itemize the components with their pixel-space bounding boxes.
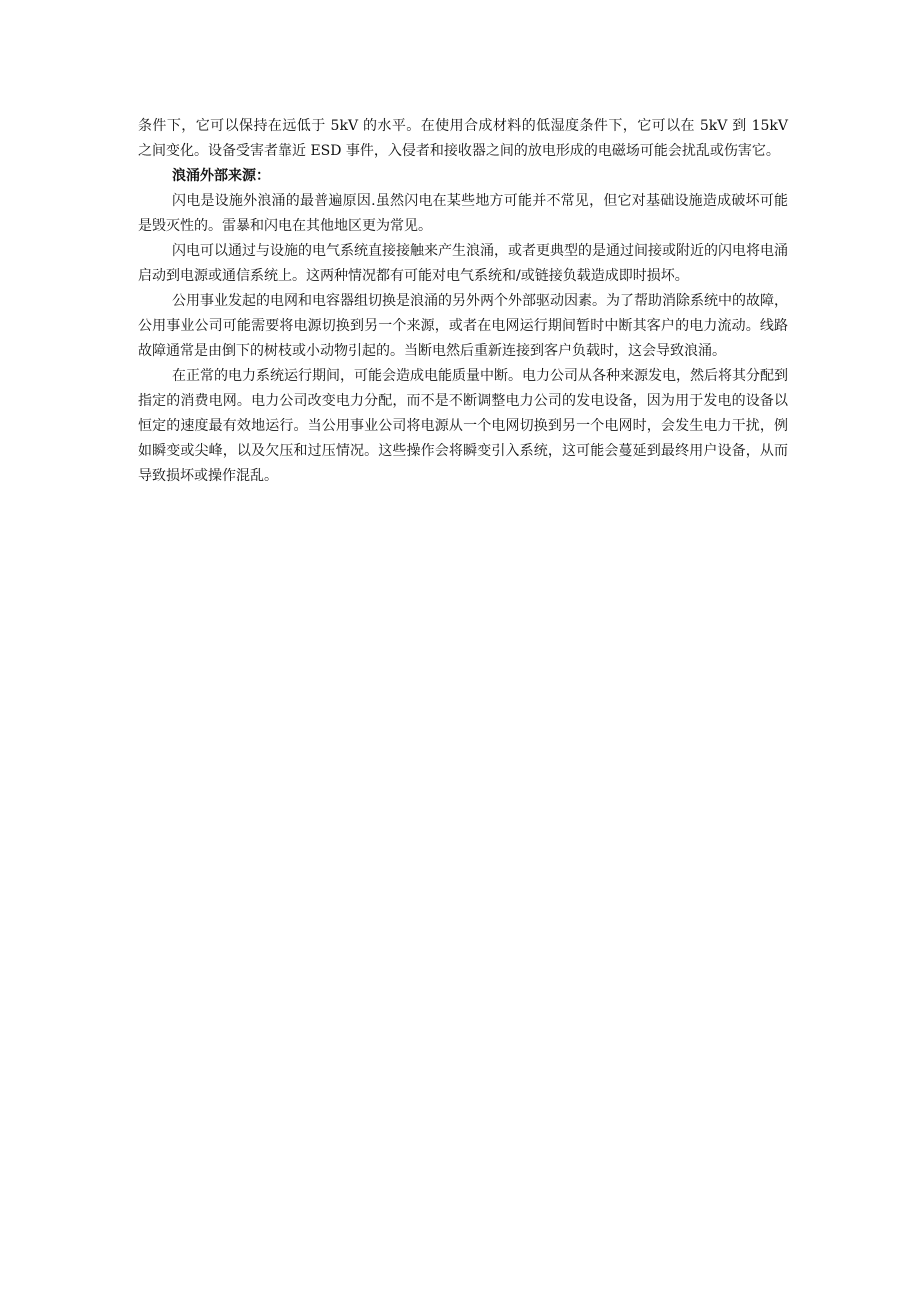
paragraph-lightning: 闪电是设施外浪涌的最普遍原因.虽然闪电在某些地方可能并不常见，但它对基础设施造成破坏可能是毁灭性的。雷暴和闪电在其他地区更为常见。 (138, 193, 788, 234)
paragraph-power-quality: 在正常的电力系统运行期间，可能会造成电能质量中断。电力公司从各种来源发电，然后将其分配到指定的消费电网。电力公司改变电力分配，而不是不断调整电力公司的发电设备，因为用于发电的设备以恒定的速度最有效地运行。当公用事业公司将电源从一个电网切换到另一个电网时，会发生电力干扰，例如瞬变或尖峰，以及欠压和过压情况。这些操作会将瞬变引入系统，这可能会蔓延到最终用户设备，从而导致损坏或操作混乱。 (138, 368, 788, 484)
paragraph-grid-switching: 公用事业发起的电网和电容器组切换是浪涌的另外两个外部驱动因素。为了帮助消除系统中的故障，公用事业公司可能需要将电源切换到另一个来源，或者在电网运行期间暂时中断其客户的电力流动。线路故障通常是由倒下的树枝或小动物引起的。当断电然后重新连接到客户负载时，这会导致浪涌。 (138, 293, 788, 359)
paragraph-lightning-surge: 闪电可以通过与设施的电气系统直接接触来产生浪涌，或者更典型的是通过间接或附近的闪电将电涌启动到电源或通信系统上。这两种情况都有可能对电气系统和/或链接负载造成即时损坏。 (138, 243, 788, 284)
section-heading: 浪涌外部来源： (172, 168, 270, 184)
paragraph-continued: 条件下，它可以保持在远低于 5kV 的水平。在使用合成材料的低湿度条件下，它可以在 5kV 到 15kV 之间变化。设备受害者靠近 ESD 事件，入侵者和接收器之间的放电形成的电磁场可能会扰乱或伤害它。 (138, 118, 788, 159)
document-body (138, 114, 788, 489)
